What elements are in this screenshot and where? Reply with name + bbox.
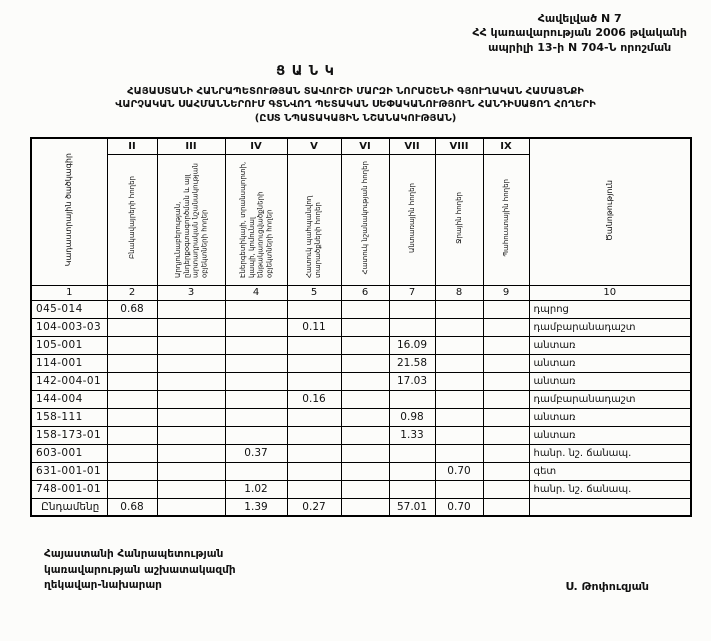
- value-cell: [107, 372, 157, 390]
- roman-numeral-row: [31, 138, 691, 154]
- value-cell: [225, 462, 287, 480]
- cadastral-code-cell: 748-001-01: [31, 480, 107, 498]
- page-title: Ց Ա Ն Կ: [276, 63, 335, 79]
- note-cell: անտառ: [529, 426, 691, 444]
- value-cell: [225, 390, 287, 408]
- cadastral-code-cell: 045-014: [31, 300, 107, 318]
- note-cell: [529, 498, 691, 516]
- value-cell: 0.16: [287, 390, 341, 408]
- cadastral-code-cell: 631-001-01: [31, 462, 107, 480]
- value-cell: [435, 390, 483, 408]
- subtitle-line2: ՎԱՐՉԱԿԱՆ ՍԱՀՄԱՆՆԵՐՈՒՄ ԳՏՆՎՈՂ ՊԵՏԱԿԱՆ ՍԵՓԱԿԱՆՈՒԹՅՈՒՆ ՀԱՆԴԻՍԱՑՈՂ ՀՈՂԵՐԻ: [115, 99, 596, 111]
- value-cell: [341, 318, 389, 336]
- table-row: [31, 336, 691, 354]
- value-cell: [157, 354, 225, 372]
- signatory-title-line1: Հայաստանի Հանրապետության: [44, 548, 224, 561]
- note-cell: դպրոց: [529, 300, 691, 318]
- value-cell: [225, 300, 287, 318]
- value-cell: [287, 480, 341, 498]
- value-cell: [435, 300, 483, 318]
- value-cell: 1.02: [225, 480, 287, 498]
- value-cell: [389, 462, 435, 480]
- value-cell: [287, 444, 341, 462]
- value-cell: [157, 336, 225, 354]
- value-cell: [107, 354, 157, 372]
- value-cell: [341, 354, 389, 372]
- table-header: [31, 138, 691, 300]
- value-cell: [157, 318, 225, 336]
- col-header-category-2: [107, 154, 157, 285]
- cadastral-code-cell: 158-173-01: [31, 426, 107, 444]
- col-header-category-4: [225, 154, 287, 285]
- category-header-text: Ջրային հողեր: [454, 191, 463, 244]
- value-cell: [483, 336, 529, 354]
- value-cell: [435, 480, 483, 498]
- value-cell: [287, 336, 341, 354]
- appendix-header-line2: ՀՀ կառավարության 2006 թվականի: [472, 26, 687, 40]
- note-cell: անտառ: [529, 354, 691, 372]
- table-row: [31, 390, 691, 408]
- value-cell: [341, 300, 389, 318]
- value-cell: [225, 372, 287, 390]
- value-cell: 16.09: [389, 336, 435, 354]
- value-cell: [225, 426, 287, 444]
- value-cell: [435, 354, 483, 372]
- value-cell: [341, 498, 389, 516]
- category-header-text: Բնակավայրերի հողեր: [127, 176, 136, 260]
- table-row: [31, 300, 691, 318]
- value-cell: 0.37: [225, 444, 287, 462]
- value-cell: [435, 444, 483, 462]
- value-cell: 1.33: [389, 426, 435, 444]
- appendix-header-line1: Հավելված N 7: [537, 12, 622, 25]
- column-number-1: 1: [31, 285, 107, 300]
- roman-numeral-IX: IX: [483, 138, 529, 154]
- table-row: [31, 372, 691, 390]
- cadastral-code-cell: 105-001: [31, 336, 107, 354]
- value-cell: [341, 444, 389, 462]
- value-cell: [483, 408, 529, 426]
- column-number-9: 9: [483, 285, 529, 300]
- value-cell: 1.39: [225, 498, 287, 516]
- note-cell: անտառ: [529, 408, 691, 426]
- value-cell: [483, 318, 529, 336]
- note-cell: անտառ: [529, 372, 691, 390]
- cadastral-code-cell: 114-001: [31, 354, 107, 372]
- signatory-title: [44, 547, 236, 593]
- category-header-text: Արդյունաբերության, ընդերքօգտագործման և այլ արտադրական նշանակության օբյեկտների հողեր: [173, 162, 208, 278]
- cadastral-code-cell: 158-111: [31, 408, 107, 426]
- value-cell: [225, 336, 287, 354]
- col-header-note: [529, 138, 691, 285]
- value-cell: [157, 480, 225, 498]
- column-number-7: 7: [389, 285, 435, 300]
- value-cell: [157, 408, 225, 426]
- note-cell: դամբարանադաշտ: [529, 390, 691, 408]
- value-cell: [157, 300, 225, 318]
- value-cell: [287, 354, 341, 372]
- roman-numeral-VII: VII: [389, 138, 435, 154]
- cadastral-code-cell: 104-003-03: [31, 318, 107, 336]
- note-cell: դամբարանադաշտ: [529, 318, 691, 336]
- value-cell: [435, 336, 483, 354]
- subtitle-line3: (ԸՍՏ ՆՊԱՏԱԿԱՅԻՆ ՆՇԱՆԱԿՈՒԹՅԱՆ): [254, 112, 457, 124]
- appendix-header-line3: ապրիլի 13-ի N 704-Ն որոշման: [488, 40, 672, 54]
- value-cell: [287, 462, 341, 480]
- column-number-6: 6: [341, 285, 389, 300]
- cadastral-code-cell: 142-004-01: [31, 372, 107, 390]
- value-cell: [483, 480, 529, 498]
- signatory-title-line2: կառավարության աշխատակազմի: [44, 563, 236, 576]
- note-header-text: Ծանոթություն: [604, 179, 614, 241]
- col-header-cadastral-code: [31, 138, 107, 285]
- note-cell: հանր. նշ. ճանապ.: [529, 480, 691, 498]
- cadastral-code-cell: 144-004: [31, 390, 107, 408]
- value-cell: [341, 390, 389, 408]
- value-cell: [341, 408, 389, 426]
- column-number-4: 4: [225, 285, 287, 300]
- footer: [0, 517, 711, 593]
- roman-numeral-VIII: VIII: [435, 138, 483, 154]
- column-number-10: 10: [529, 285, 691, 300]
- value-cell: [483, 498, 529, 516]
- table-row: [31, 354, 691, 372]
- value-cell: 21.58: [389, 354, 435, 372]
- roman-numeral-IV: IV: [225, 138, 287, 154]
- note-cell: անտառ: [529, 336, 691, 354]
- value-cell: [107, 462, 157, 480]
- col-header-category-6: [341, 154, 389, 285]
- signatory-title-line3: ղեկավար-նախարար: [44, 578, 162, 591]
- value-cell: [389, 480, 435, 498]
- value-cell: [287, 408, 341, 426]
- value-cell: [389, 444, 435, 462]
- value-cell: [483, 444, 529, 462]
- land-table: [30, 137, 692, 517]
- note-cell: հանր. նշ. ճանապ.: [529, 444, 691, 462]
- table-row: [31, 318, 691, 336]
- value-cell: [107, 408, 157, 426]
- value-cell: [483, 372, 529, 390]
- value-cell: [389, 300, 435, 318]
- col-header-category-3: [157, 154, 225, 285]
- value-cell: [389, 390, 435, 408]
- table-row: [31, 480, 691, 498]
- roman-numeral-V: V: [287, 138, 341, 154]
- value-cell: [287, 300, 341, 318]
- total-row: [31, 498, 691, 516]
- appendix-header: [472, 12, 687, 55]
- col-header-category-8: [435, 154, 483, 285]
- value-cell: [157, 390, 225, 408]
- value-cell: [107, 426, 157, 444]
- value-cell: 0.68: [107, 498, 157, 516]
- column-number-2: 2: [107, 285, 157, 300]
- column-number-3: 3: [157, 285, 225, 300]
- value-cell: [483, 390, 529, 408]
- cadastral-code-cell: Ընդամենը: [31, 498, 107, 516]
- value-cell: [435, 426, 483, 444]
- value-cell: [107, 444, 157, 462]
- col-header-category-7: [389, 154, 435, 285]
- value-cell: [341, 480, 389, 498]
- value-cell: 57.01: [389, 498, 435, 516]
- document-subtitle: [0, 85, 711, 126]
- value-cell: [341, 462, 389, 480]
- table-row: [31, 444, 691, 462]
- value-cell: [435, 372, 483, 390]
- cadastral-code-header-text: Կադաստրային ծածկագիր: [64, 153, 74, 267]
- column-number-5: 5: [287, 285, 341, 300]
- value-cell: [157, 426, 225, 444]
- value-cell: 0.98: [389, 408, 435, 426]
- col-header-category-5: [287, 154, 341, 285]
- value-cell: [107, 390, 157, 408]
- category-header-text: Պահուստային հողեր: [501, 179, 510, 257]
- value-cell: 0.70: [435, 498, 483, 516]
- signature: Ս. Թոփուզյան: [565, 580, 649, 594]
- value-cell: [157, 444, 225, 462]
- col-header-category-9: [483, 154, 529, 285]
- value-cell: [341, 426, 389, 444]
- roman-numeral-II: II: [107, 138, 157, 154]
- value-cell: [107, 480, 157, 498]
- note-cell: գետ: [529, 462, 691, 480]
- category-header-text: Էներգետիկայի, տրանսպորտի, կապի, կոմունալ ենթակառուցվածքների օբյեկտների հողեր: [238, 161, 273, 278]
- roman-numeral-VI: VI: [341, 138, 389, 154]
- value-cell: 0.11: [287, 318, 341, 336]
- category-header-text: Հատուկ պահպանվող տարածքների հողեր: [305, 195, 322, 278]
- value-cell: [287, 372, 341, 390]
- value-cell: [157, 372, 225, 390]
- value-cell: [341, 336, 389, 354]
- roman-numeral-III: III: [157, 138, 225, 154]
- category-header-text: Հատուկ նշանակության հողեր: [360, 161, 369, 275]
- column-number-8: 8: [435, 285, 483, 300]
- value-cell: [341, 372, 389, 390]
- value-cell: 17.03: [389, 372, 435, 390]
- value-cell: [107, 336, 157, 354]
- value-cell: [435, 408, 483, 426]
- value-cell: [157, 462, 225, 480]
- value-cell: [483, 354, 529, 372]
- value-cell: 0.70: [435, 462, 483, 480]
- value-cell: [435, 318, 483, 336]
- cadastral-code-cell: 603-001: [31, 444, 107, 462]
- value-cell: [483, 300, 529, 318]
- value-cell: [225, 354, 287, 372]
- value-cell: [225, 318, 287, 336]
- value-cell: [225, 408, 287, 426]
- value-cell: 0.68: [107, 300, 157, 318]
- value-cell: [483, 462, 529, 480]
- value-cell: [389, 318, 435, 336]
- table-row: [31, 462, 691, 480]
- category-header-text: Անտառային հողեր: [407, 182, 416, 253]
- value-cell: [483, 426, 529, 444]
- value-cell: [107, 318, 157, 336]
- value-cell: 0.27: [287, 498, 341, 516]
- table-row: [31, 408, 691, 426]
- table-body: [31, 300, 691, 516]
- table-row: [31, 426, 691, 444]
- value-cell: [287, 426, 341, 444]
- column-number-row: [31, 285, 691, 300]
- subtitle-line1: ՀԱՅԱՍՏԱՆԻ ՀԱՆՐԱՊԵՏՈՒԹՅԱՆ ՏԱՎՈՒՇԻ ՄԱՐԶԻ ՆՈՐԱՇԵՆԻ ԳՅՈՒՂԱԿԱՆ ՀԱՄԱՅՆՔԻ: [127, 85, 584, 97]
- value-cell: [157, 498, 225, 516]
